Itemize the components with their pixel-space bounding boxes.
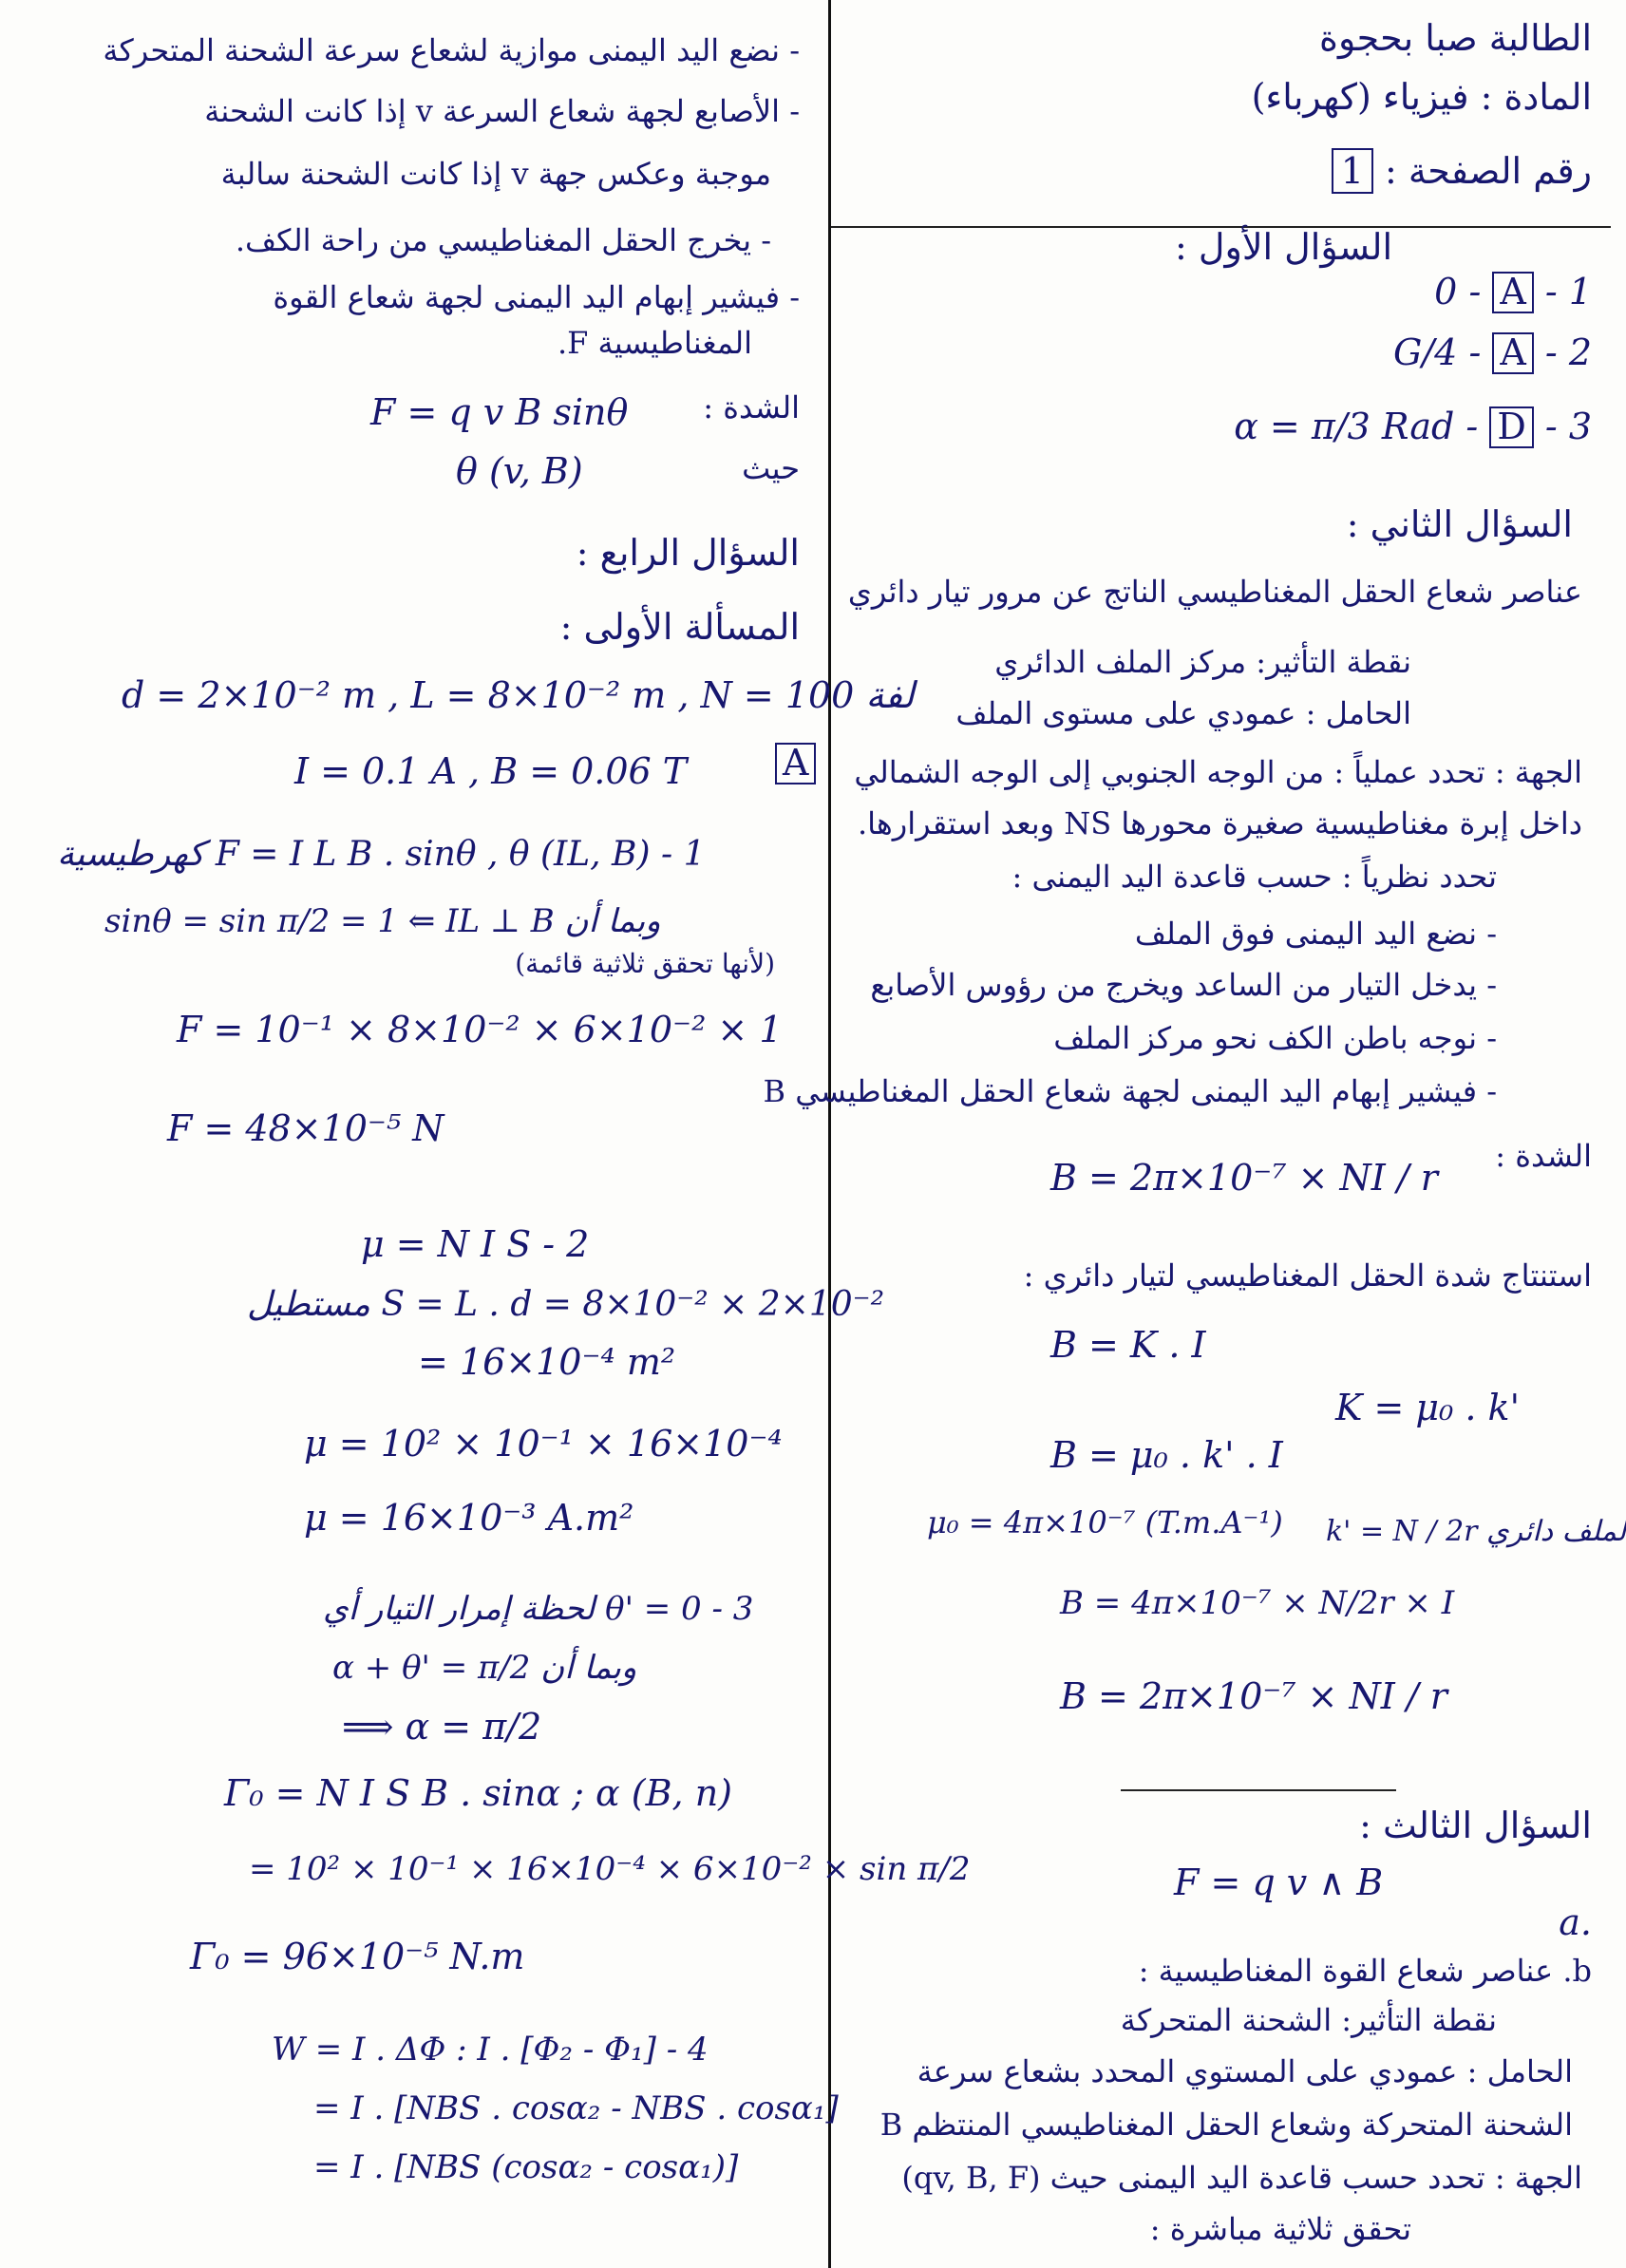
- q4-s3-line-6: Γ₀ = 96×10⁻⁵ N.m: [190, 1936, 525, 1977]
- q2-derivation-1: B = K . I: [1050, 1324, 1206, 1366]
- q3-cont-line-2: - الأصابع لجهة شعاع السرعة v إذا كانت الشحنة: [204, 93, 800, 129]
- q1-title: السؤال الأول :: [1175, 226, 1392, 268]
- q2-derivation-title: استنتاج شدة الحقل المغناطيسي لتيار دائري :: [1023, 1257, 1592, 1294]
- q2-line-8: - يدخل التيار من الساعد ويخرج من رؤوس الأصابع: [870, 967, 1497, 1003]
- q4-s2-line-4: μ = 10² × 10⁻¹ × 16×10⁻⁴: [304, 1423, 783, 1465]
- q4-data-2: I = 0.1 A , B = 0.06 T: [294, 750, 688, 792]
- student-name: الطالبة صبا بحجوة: [1319, 17, 1592, 59]
- q4-title: السؤال الرابع :: [576, 532, 800, 574]
- column-divider: [828, 0, 831, 2268]
- q4-s2-line-3: = 16×10⁻⁴ m²: [418, 1341, 676, 1383]
- q2-derivation-6: B = 4π×10⁻⁷ × N/2r × I: [1060, 1584, 1455, 1622]
- q3-theta: θ (v, B): [456, 450, 583, 492]
- q4-s3-line-1: لحظة إمرار التيار أي θ' = 0 - 3: [323, 1590, 754, 1628]
- q3-a-label: a.: [1559, 1901, 1592, 1943]
- page-number: 1: [1332, 148, 1373, 194]
- q4-s1-line-2: sinθ = sin π/2 = 1 ⇐ IL ⊥ B وبما أن: [104, 902, 661, 940]
- q2-line-10: - فيشير إبهام اليد اليمنى لجهة شعاع الحقل المغناطيسي B: [763, 1073, 1497, 1109]
- q1-answer-2: G/4 - A - 2: [1393, 331, 1592, 373]
- q2-line-1: عناصر شعاع الحقل المغناطيسي الناتج عن مرور تيار دائري: [847, 574, 1582, 610]
- q2-title: السؤال الثاني :: [1346, 503, 1573, 545]
- q3-title: السؤال الثالث :: [1359, 1805, 1592, 1846]
- q2-line-5: داخل إبرة مغناطيسية صغيرة محورها NS وبعد استقرارها.: [858, 805, 1582, 841]
- q1-answer-3: α = π/3 Rad - D - 3: [1234, 406, 1592, 447]
- q3-cont-line-1: - نضع اليد اليمنى موازية لشعاع سرعة الشحنة المتحركة: [103, 32, 800, 68]
- page-number-line: [1332, 152, 1592, 192]
- q4-s4-line-3: = I . [NBS (cosα₂ - cosα₁)]: [313, 2148, 739, 2186]
- q2-intensity-label: الشدة :: [1495, 1138, 1592, 1174]
- q4-s2-line-5: μ = 16×10⁻³ A.m²: [304, 1497, 634, 1539]
- q4-s4-line-1: W = I . ΔΦ : I . [Φ₂ - Φ₁] - 4: [272, 2031, 709, 2069]
- q2-intensity-formula: B = 2π×10⁻⁷ × NI / r: [1050, 1157, 1438, 1199]
- right-column: [763, 0, 1626, 2268]
- q3-line-3: الشحنة المتحركة وشعاع الحقل المغناطيسي المنتظم B: [879, 2107, 1573, 2143]
- q4-problem-title: المسألة الأولى :: [559, 606, 800, 648]
- subject-line: المادة : فيزياء (كهرباء): [1251, 76, 1592, 118]
- q3-cont-line-4: - يخرج الحقل المغناطيسي من راحة الكف.: [235, 222, 771, 258]
- q4-s3-line-5: = 10² × 10⁻¹ × 16×10⁻⁴ × 6×10⁻² × sin π/2: [249, 1850, 971, 1888]
- q3-a-formula: F = q v ∧ B: [1174, 1862, 1384, 1903]
- q4-s1-line-4: F = 10⁻¹ × 8×10⁻² × 6×10⁻² × 1: [177, 1009, 783, 1050]
- q4-s2-line-2: مستطيل S = L . d = 8×10⁻² × 2×10⁻²: [247, 1285, 885, 1324]
- q4-s1-line-1: كهرطيسية F = I L B . sinθ , θ (IL, B) - 1: [57, 835, 706, 874]
- q4-s4-line-2: = I . [NBS . cosα₂ - NBS . cosα₁]: [313, 2089, 839, 2127]
- q3-line-4: الجهة : تحدد حسب قاعدة اليد اليمنى حيث (qv, B, F): [901, 2160, 1582, 2196]
- q4-s3-line-2: α + θ' = π/2 وبما أن: [332, 1649, 637, 1687]
- q2-derivation-7: B = 2π×10⁻⁷ × NI / r: [1060, 1675, 1447, 1717]
- q1-answer-1: 0 - A - 1: [1434, 271, 1592, 312]
- q3-cont-line-3: موجبة وعكس جهة v إذا كانت الشحنة سالبة: [220, 156, 771, 192]
- q2-line-7: - نضع اليد اليمنى فوق الملف: [1134, 916, 1497, 952]
- q4-s3-line-4: Γ₀ = N I S B . sinα ; α (B, n): [224, 1772, 732, 1814]
- q2-derivation-4: μ₀ = 4π×10⁻⁷ (T.m.A⁻¹): [927, 1504, 1283, 1540]
- q2-derivation-5: k' = N / 2r لملف دائري: [1326, 1515, 1626, 1548]
- q3-line-5: تحقق ثلاثية مباشرة :: [1149, 2211, 1411, 2247]
- q2-line-3: الحامل : عمودي على مستوى الملف: [955, 695, 1411, 731]
- q2-line-2: نقطة التأثير: مركز الملف الدائري: [994, 644, 1411, 680]
- q4-data-1: d = 2×10⁻² m , L = 8×10⁻² m , N = 100 لفة: [122, 674, 915, 716]
- q4-answer-box: A: [775, 743, 816, 784]
- page-number-label: رقم الصفحة :: [1385, 150, 1592, 192]
- q3-theta-label: حيث: [742, 450, 800, 486]
- q3-intensity-label: الشدة :: [703, 389, 800, 425]
- q4-s1-line-5: F = 48×10⁻⁵ N: [167, 1107, 444, 1149]
- q3-cont-line-6: المغناطيسية F.: [557, 325, 752, 361]
- q3-intensity-formula: F = q v B sinθ: [370, 391, 629, 433]
- q2-line-9: - نوجه باطن الكف نحو مركز الملف: [1053, 1020, 1497, 1056]
- q3-line-2: الحامل : عمودي على المستوي المحدد بشعاع سرعة: [917, 2053, 1573, 2089]
- q4-s2-line-1: μ = N I S - 2: [361, 1223, 590, 1265]
- q3-line-1: نقطة التأثير: الشحنة المتحركة: [1120, 2002, 1497, 2038]
- q3-b-title: b. عناصر شعاع القوة المغناطيسية :: [1138, 1953, 1592, 1989]
- q4-s1-line-3: (لأنها تحقق ثلاثية قائمة): [515, 948, 775, 979]
- q2-derivation-2: K = μ₀ . k': [1335, 1387, 1521, 1428]
- q2-derivation-3: B = μ₀ . k' . I: [1050, 1434, 1283, 1476]
- q2-line-6: تحدد نظرياً : حسب قاعدة اليد اليمنى :: [1012, 859, 1497, 895]
- q3-cont-line-5: - فيشير إبهام اليد اليمنى لجهة شعاع القوة: [273, 279, 800, 315]
- q2-line-4: الجهة : تحدد عملياً : من الوجه الجنوبي إلى الوجه الشمالي: [854, 754, 1582, 790]
- q4-s3-line-3: ⟹ α = π/2: [342, 1706, 542, 1748]
